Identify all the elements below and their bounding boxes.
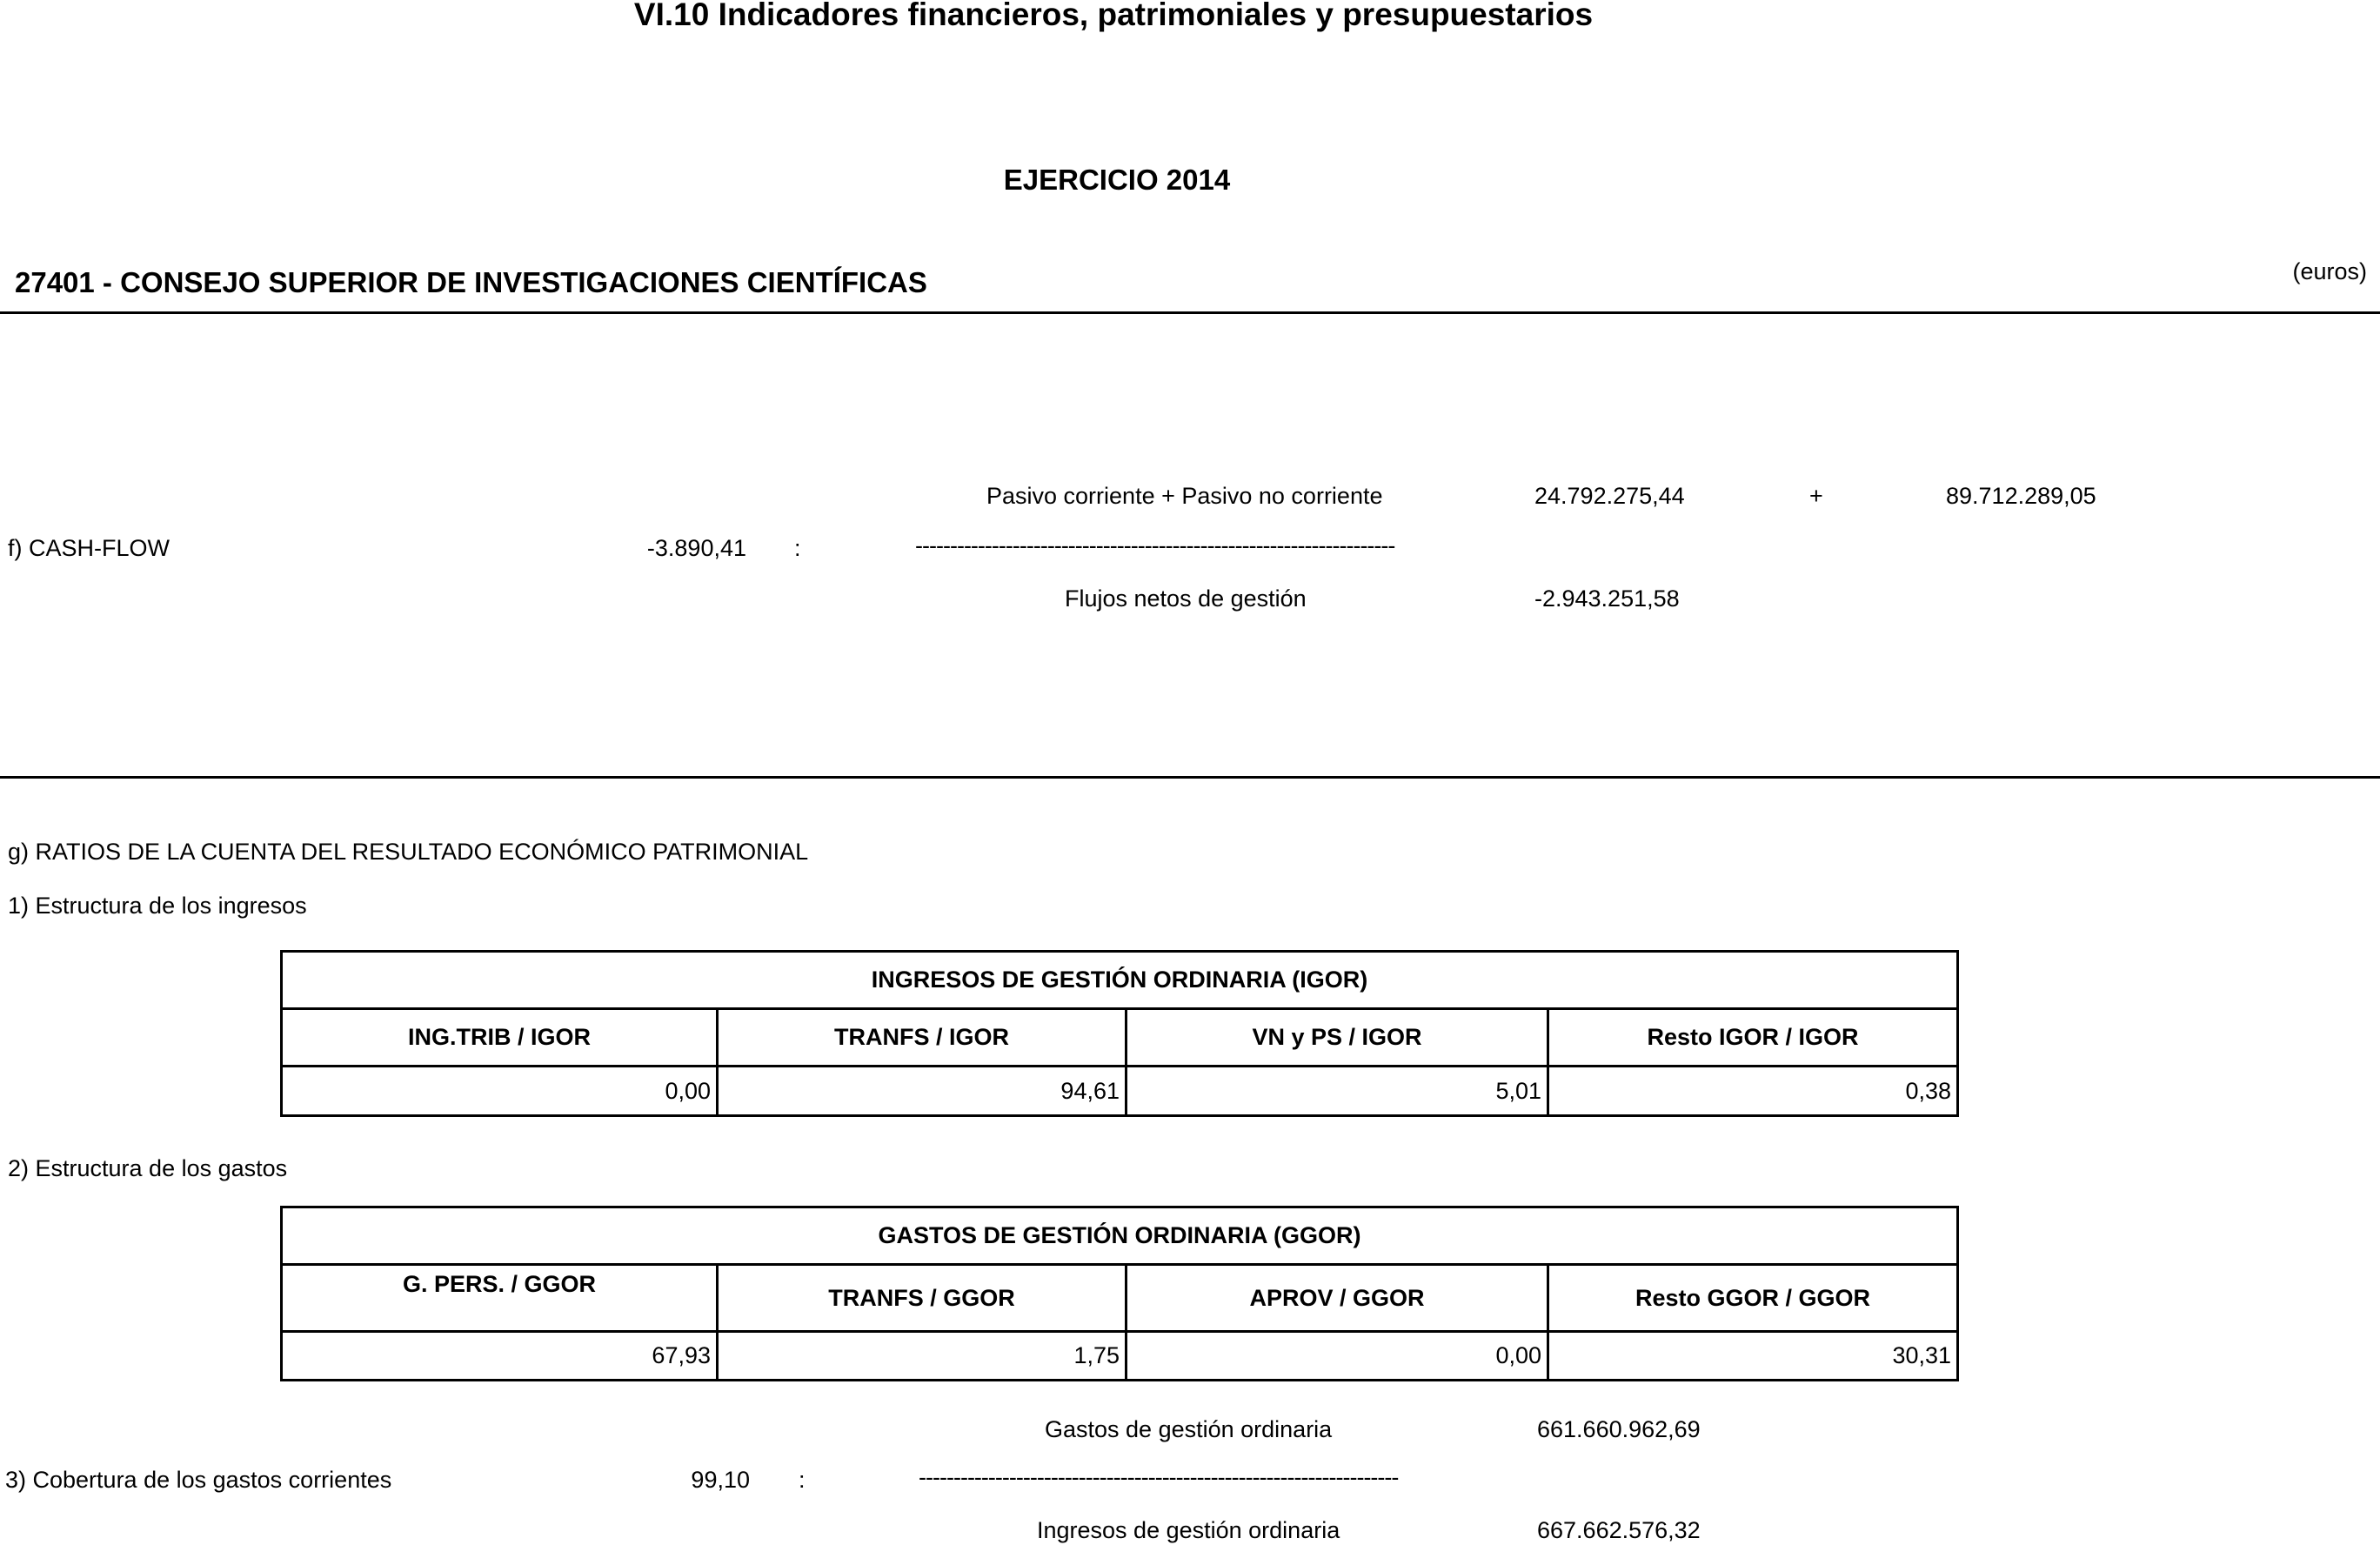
income-ratio-value: 94,61	[718, 1067, 1126, 1116]
income-ratio-value: 5,01	[1126, 1067, 1548, 1116]
cashflow-numerator-value-2: 89.712.289,05	[1946, 483, 2096, 509]
expense-structure-title: 2) Estructura de los gastos	[8, 1155, 288, 1181]
coverage-denominator-value: 667.662.576,32	[1537, 1517, 1701, 1543]
cashflow-value: -3.890,41	[646, 535, 746, 561]
coverage-numerator-label: Gastos de gestión ordinaria	[1045, 1416, 1333, 1442]
expense-ratio-value: 1,75	[718, 1332, 1126, 1381]
header-divider	[0, 311, 2380, 314]
expense-column-header: Resto GGOR / GGOR	[1548, 1265, 1958, 1332]
cashflow-denominator-label: Flujos netos de gestión	[1065, 585, 1307, 612]
income-table-title: INGRESOS DE GESTIÓN ORDINARIA (IGOR)	[282, 952, 1958, 1009]
expense-ratio-value: 67,93	[282, 1332, 718, 1381]
expense-ratio-value: 0,00	[1126, 1332, 1548, 1381]
coverage-numerator-value: 661.660.962,69	[1537, 1416, 1701, 1442]
income-ratio-value: 0,00	[282, 1067, 718, 1116]
section-divider	[0, 776, 2380, 779]
cashflow-denominator-value: -2.943.251,58	[1534, 585, 1680, 612]
coverage-fraction-line: ---------------------------------------------------------------------	[919, 1464, 1399, 1490]
currency-unit: (euros)	[2292, 258, 2367, 284]
expense-table-title: GASTOS DE GESTIÓN ORDINARIA (GGOR)	[282, 1207, 1958, 1265]
coverage-label: 3) Cobertura de los gastos corrientes	[5, 1467, 392, 1493]
income-column-header: VN y PS / IGOR	[1126, 1009, 1548, 1067]
income-structure-title: 1) Estructura de los ingresos	[8, 893, 307, 919]
expense-column-header: APROV / GGOR	[1126, 1265, 1548, 1332]
cashflow-plus-sign: +	[1809, 483, 1823, 509]
income-column-header: ING.TRIB / IGOR	[282, 1009, 718, 1067]
expense-ratio-table	[280, 1206, 1959, 1381]
coverage-colon: :	[799, 1467, 806, 1493]
ratios-title: g) RATIOS DE LA CUENTA DEL RESULTADO ECONÓMICO PATRIMONIAL	[8, 839, 809, 865]
coverage-denominator-label: Ingresos de gestión ordinaria	[1037, 1517, 1340, 1543]
expense-ratio-value: 30,31	[1548, 1332, 1958, 1381]
exercise-year: EJERCICIO 2014	[1003, 164, 1231, 196]
expense-column-header: G. PERS. / GGOR	[282, 1265, 718, 1332]
income-column-header: TRANFS / IGOR	[718, 1009, 1126, 1067]
income-ratio-table	[280, 950, 1959, 1117]
coverage-value: 99,10	[691, 1467, 750, 1493]
expense-column-header: TRANFS / GGOR	[718, 1265, 1126, 1332]
page-title: VI.10 Indicadores financieros, patrimoniales y presupuestarios	[633, 0, 1594, 32]
cashflow-colon: :	[794, 535, 801, 561]
income-ratio-value: 0,38	[1548, 1067, 1958, 1116]
entity-name: 27401 - CONSEJO SUPERIOR DE INVESTIGACIONES CIENTÍFICAS	[15, 266, 927, 298]
cashflow-numerator-label: Pasivo corriente + Pasivo no corriente	[986, 483, 1383, 509]
cashflow-label: f) CASH-FLOW	[8, 535, 170, 561]
cashflow-numerator-value-1: 24.792.275,44	[1534, 483, 1685, 509]
income-column-header: Resto IGOR / IGOR	[1548, 1009, 1958, 1067]
cashflow-fraction-line: ---------------------------------------------------------------------	[915, 532, 1395, 558]
